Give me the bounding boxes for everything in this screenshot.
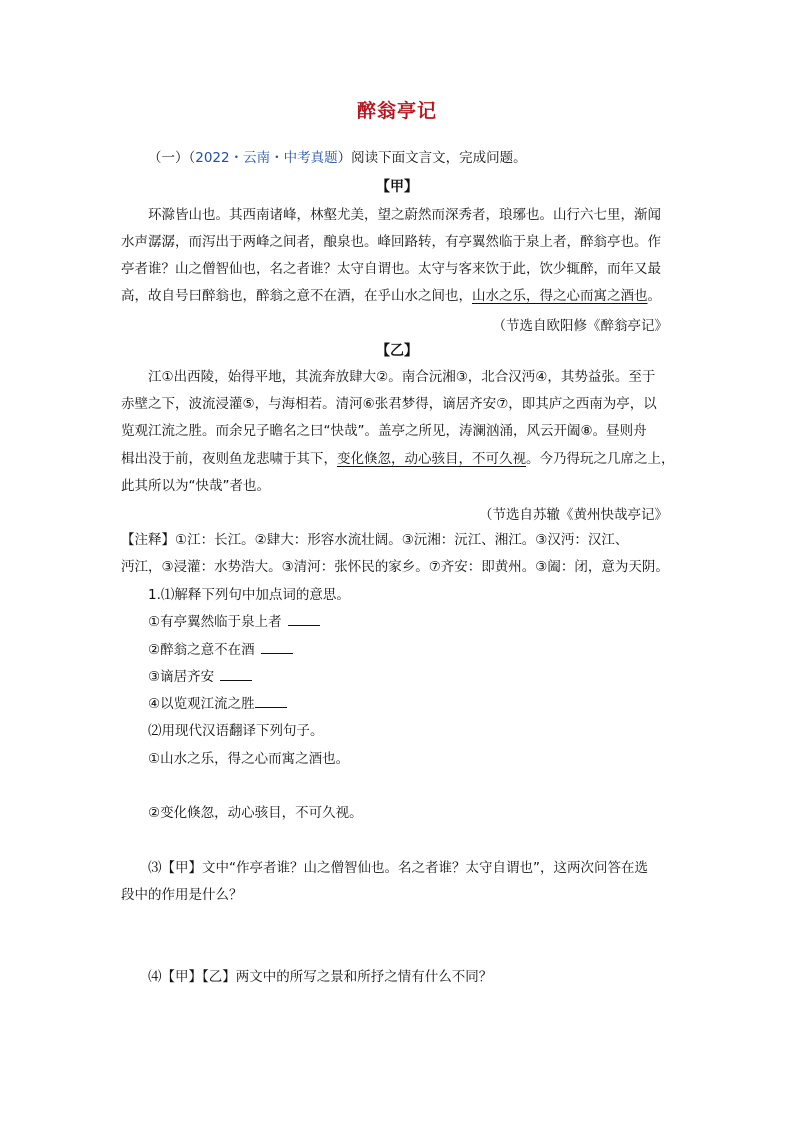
- passage-jia-line: 水声潺潺，而泻出于两峰之间者，酿泉也。峰回路转，有亭翼然临于泉上者，醉翁亭也。作: [121, 234, 661, 250]
- question-2-title: ⑵用现代汉语翻译下列句子。: [148, 723, 324, 739]
- passage-yi-text: 。今乃得玩之几席之上，: [526, 451, 675, 467]
- answer-blank[interactable]: [220, 668, 252, 681]
- question-item: [148, 668, 252, 686]
- notes-line: 【注释】①江：长江。②肆大：形容水流壮阔。③沅湘：沅江、湘江。③汉沔：汉江、: [121, 532, 629, 548]
- question-3-line: 段中的作用是什么？: [121, 887, 243, 903]
- underlined-sentence-yi: 变化倏忽，动心骇目，不可久视: [337, 451, 526, 467]
- notes-line: 沔江，③浸灌：水势浩大。③清河：张怀民的家乡。⑦齐安：即黄州。③阖：闭，意为天阴。: [121, 559, 669, 575]
- passage-yi-line: [121, 450, 675, 468]
- question-item-text: ③谪居齐安: [148, 669, 215, 685]
- intro-line: [148, 149, 527, 167]
- translation-item: ①山水之乐，得之心而寓之酒也。: [148, 751, 350, 767]
- passage-yi-source: （节选自苏辙《黄州快哉亭记》: [479, 507, 668, 523]
- underlined-sentence-jia: 山水之乐，得之心而寓之酒也: [472, 288, 648, 304]
- question-item: [148, 613, 320, 631]
- question-item-text: ②醉翁之意不在酒: [148, 642, 255, 658]
- answer-blank[interactable]: [261, 641, 293, 654]
- answer-blank[interactable]: [255, 695, 287, 708]
- question-item: [148, 641, 293, 659]
- passage-jia-line: 环滁皆山也。其西南诸峰，林壑尤美，望之蔚然而深秀者，琅琊也。山行六七里，渐闻: [148, 207, 661, 223]
- passage-yi-line: 此其所以为“快哉”者也。: [121, 478, 270, 494]
- page-title: 醉翁亭记: [356, 100, 437, 122]
- question-4: ⑷【甲】【乙】两文中的所写之景和所抒之情有什么不同？: [148, 969, 493, 985]
- question-3-line: ⑶【甲】文中“作亭者谁？山之僧智仙也。名之者谁？太守自谓也”，这两次问答在选: [148, 860, 648, 876]
- translation-item: ②变化倏忽，动心骇目，不可久视。: [148, 805, 363, 821]
- question-1-title: 1.⑴解释下列句中加点词的意思。: [148, 587, 350, 603]
- passage-jia-text: 高，故自号曰醉翁也，醉翁之意不在酒，在乎山水之间也，: [121, 288, 472, 304]
- passage-jia-heading: 【甲】: [376, 179, 418, 195]
- passage-yi-heading: 【乙】: [376, 343, 418, 359]
- intro-source-tag: 2022・云南・中考真题: [195, 150, 338, 166]
- question-item-text: ④以览观江流之胜: [148, 696, 255, 712]
- passage-jia-line: 亭者谁？山之僧智仙也，名之者谁？太守自谓也。太守与客来饮于此，饮少辄醉，而年又最: [121, 261, 661, 277]
- passage-jia-source: （节选自欧阳修《醉翁亭记》: [492, 318, 668, 334]
- passage-yi-text: 楫出没于前，夜则鱼龙悲啸于其下，: [121, 451, 337, 467]
- question-item: [148, 695, 287, 713]
- passage-yi-line: 江①出西陵，始得平地，其流奔放肆大②。南合沅湘③，北合汉沔④，其势益张。至于: [148, 369, 656, 385]
- passage-jia-end: 。: [647, 288, 661, 304]
- intro-suffix: ）阅读下面文言文，完成问题。: [337, 150, 527, 166]
- passage-jia-line: [121, 287, 661, 305]
- passage-yi-line: 赤壁之下，波流浸灌⑤，与海相若。清河⑥张君梦得，谪居齐安⑦，即其庐之西南为亭，以: [121, 396, 657, 412]
- answer-blank[interactable]: [288, 613, 320, 626]
- question-item-text: ①有亭翼然临于泉上者: [148, 614, 282, 630]
- intro-prefix: （一）（: [148, 150, 196, 166]
- passage-yi-line: 览观江流之胜。而余兄子瞻名之曰“快哉”。盖亭之所见，涛澜汹涌，风云开阖⑧。昼则舟: [121, 423, 647, 439]
